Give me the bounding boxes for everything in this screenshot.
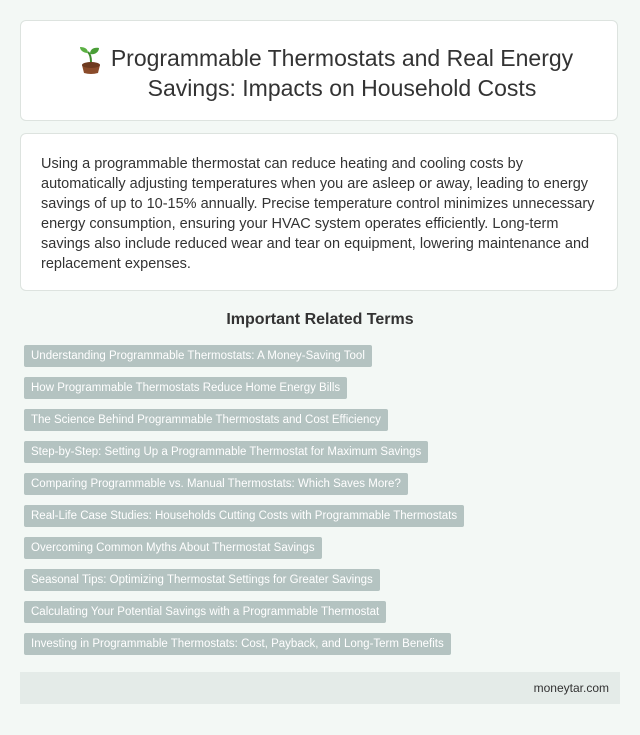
- title-card: [20, 20, 618, 121]
- related-term-link[interactable]: Overcoming Common Myths About Thermostat Savings: [24, 537, 322, 559]
- related-term-link[interactable]: How Programmable Thermostats Reduce Home Energy Bills: [24, 377, 347, 399]
- footer-site-name: moneytar.com: [533, 681, 609, 695]
- related-term-link[interactable]: The Science Behind Programmable Thermostats and Cost Efficiency: [24, 409, 388, 431]
- related-term-link[interactable]: Calculating Your Potential Savings with a Programmable Thermostat: [24, 601, 386, 623]
- intro-paragraph: Using a programmable thermostat can reduce heating and cooling costs by automatically adjusting temperatures when you are asleep or away, leading to energy savings of up to 10-15% annually. Precise temperature control minimizes unnecessary energy consumption, ensuring your HVAC system operates efficiently. Long-term savings also include reduced wear and tear on equipment, lowering maintenance and replacement expenses.: [41, 156, 595, 272]
- related-term-link[interactable]: Seasonal Tips: Optimizing Thermostat Settings for Greater Savings: [24, 569, 380, 591]
- related-term-link[interactable]: Step-by-Step: Setting Up a Programmable Thermostat for Maximum Savings: [24, 441, 428, 463]
- related-term-link[interactable]: Real-Life Case Studies: Households Cutting Costs with Programmable Thermostats: [24, 505, 464, 527]
- related-term-link[interactable]: Investing in Programmable Thermostats: Cost, Payback, and Long-Term Benefits: [24, 633, 451, 655]
- page-title: Programmable Thermostats and Real Energy Savings: Impacts on Household Costs: [110, 45, 574, 101]
- footer: [20, 672, 620, 704]
- related-terms-list: [24, 345, 464, 655]
- related-terms-heading: Important Related Terms: [226, 311, 414, 328]
- related-term-link[interactable]: Understanding Programmable Thermostats: A Money-Saving Tool: [24, 345, 372, 367]
- intro-card: [20, 133, 618, 291]
- related-term-link[interactable]: Comparing Programmable vs. Manual Thermostats: Which Saves More?: [24, 473, 408, 495]
